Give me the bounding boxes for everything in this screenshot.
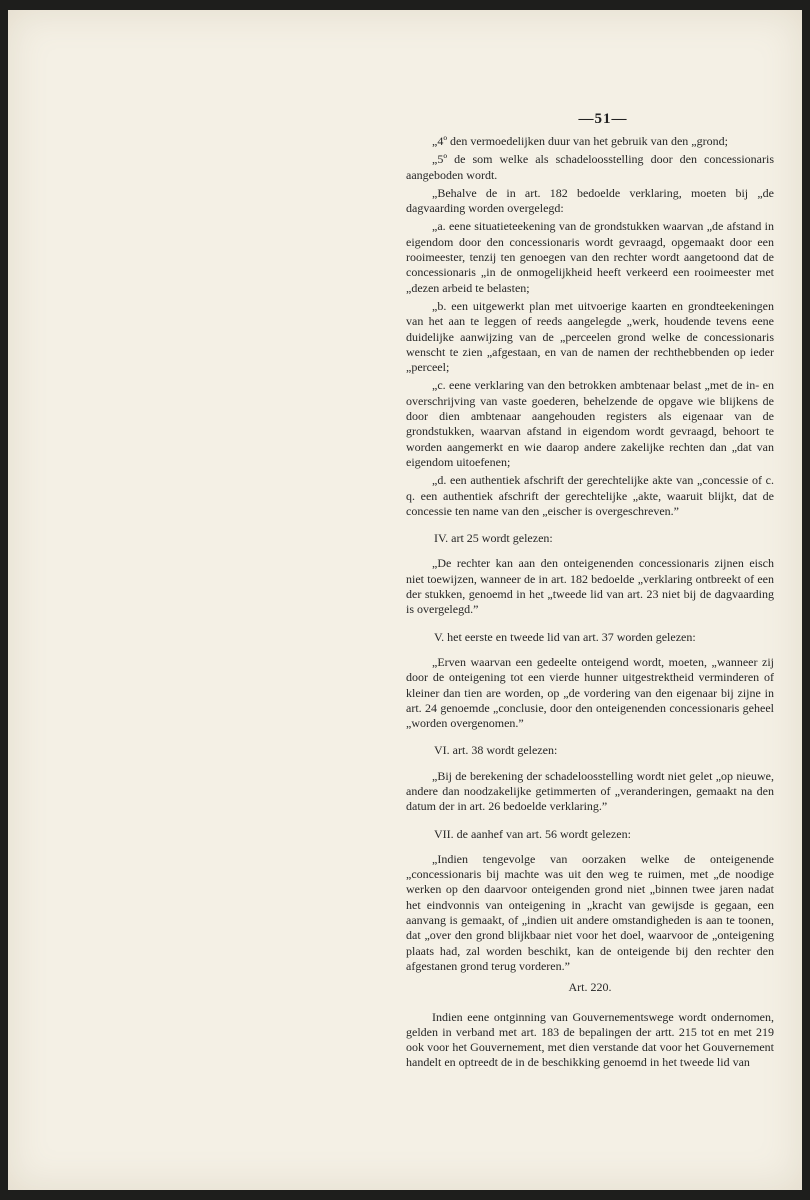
paragraph-art-37: „Erven waarvan een gedeelte onteigend wordt, moeten, „wanneer zij door de onteigening tot een vierde hunner uitgestrektheid verminderen of kleiner dan tien are worden, op „de vordering van den eigenaar bij zijne in art. 24 genoemde „conclusie, door den onteigenenden concessionaris geheel „worden overgenomen.” — [406, 654, 774, 731]
paragraph-sub-c: „c. eene verklaring van den betrokken ambtenaar belast „met de in- en overschrijving van vaste goederen, behelzende de opgave wie blijkens de door dien ambtenaar aangehouden registers als eigenaar van de grondstukken, waarvan afstand in eigendom wordt gevraagd, behoort te worden aangemerkt en wie daarop andere zakelijke rechten dan „dat van eigendom uitoefenen; — [406, 378, 774, 469]
section-heading-v: V. het eerste en tweede lid van art. 37 worden gelezen: — [434, 629, 696, 644]
paragraph-sub-a: „a. eene situatieteekening van de grondstukken waarvan „de afstand in eigendom door den concessionaris wordt gevraagd, opgemaakt door een rooimeester, tenzij ten genoegen van den rechter wordt aangetoond dat de concessionaris „in de onmogelijkheid heeft verkeerd een rooimeester met „dezen arbeid te belasten; — [406, 219, 774, 295]
article-heading-220: Art. 220. — [568, 980, 612, 995]
paragraph-art-220: Indien eene ontginning van Gouvernementswege wordt ondernomen, gelden in verband met art. 183 de bepalingen der artt. 215 tot en met 219 ook voor het Gouvernement, met dien verstande dat voor het Gouvernement handelt en optreedt de in de beschikking genoemd in het tweede lid van — [406, 1009, 774, 1070]
paragraph-art-56: „Indien tengevolge van oorzaken welke de onteigenende „concessionaris bij machte was uit den weg te ruimen, met „de noodige werken op den daarvoor onteigenden grond niet „binnen twee jaren nadat het eindvonnis van onteigening in „kracht van gewijsde is gegaan, een aanvang is gemaakt, of „indien uit andere omstandigheden is aan te toonen, dat „over den grond blijkbaar niet voor het doel, waarvoor de „onteigening plaats had, zal worden beschikt, kan de onteigende bij den rechter den afgestanen grond terug vorderen.” — [406, 851, 774, 973]
document-page — [8, 10, 802, 1190]
paragraph-item-5: „5º de som welke als schadeloosstelling door den concessionaris aangeboden wordt. — [406, 152, 774, 182]
paragraph-behalve: „Behalve de in art. 182 bedoelde verklaring, moeten bij „de dagvaarding worden overgelegd: — [406, 185, 774, 216]
paragraph-sub-d: „d. een authentiek afschrift der gerechtelijke akte van „concessie of c. q. een authentiek afschrift der gerechtelijke „akte, waaruit blijkt, dat de concessie ten name van den „eischer is overgeschreven.” — [406, 473, 774, 518]
paragraph-art-25: „De rechter kan aan den onteigenenden concessionaris zijnen eisch niet toewijzen, wanneer de in art. 182 bedoelde „verklaring ontbreekt of een der stukken, genoemd in het „tweede lid van art. 23 niet bij de dagvaarding is overgelegd.” — [406, 556, 774, 617]
section-heading-vii: VII. de aanhef van art. 56 wordt gelezen: — [434, 826, 631, 841]
paragraph-item-4: „4º den vermoedelijken duur van het gebruik van den „grond; — [432, 134, 728, 148]
paragraph-art-38: „Bij de berekening der schadeloosstelling wordt niet gelet „op nieuwe, andere dan noodzakelijke getimmerten of „veranderingen, gemaakt na den datum der in art. 26 bedoelde verklaring.” — [406, 768, 774, 814]
section-heading-iv: IV. art 25 wordt gelezen: — [434, 531, 553, 546]
text-column — [406, 134, 774, 1071]
section-heading-vi: VI. art. 38 wordt gelezen: — [434, 743, 558, 758]
page-number: —51— — [578, 111, 628, 127]
paragraph-sub-b: „b. een uitgewerkt plan met uitvoerige kaarten en grondteekeningen van het aan te leggen of reeds aangelegde „werk, houdende tevens eene duidelijke aanwijzing van de „perceelen grond welke de concessionaris wenscht te zien „afgestaan, en van de namen der rechthebbenden op ieder „perceel; — [406, 298, 774, 375]
